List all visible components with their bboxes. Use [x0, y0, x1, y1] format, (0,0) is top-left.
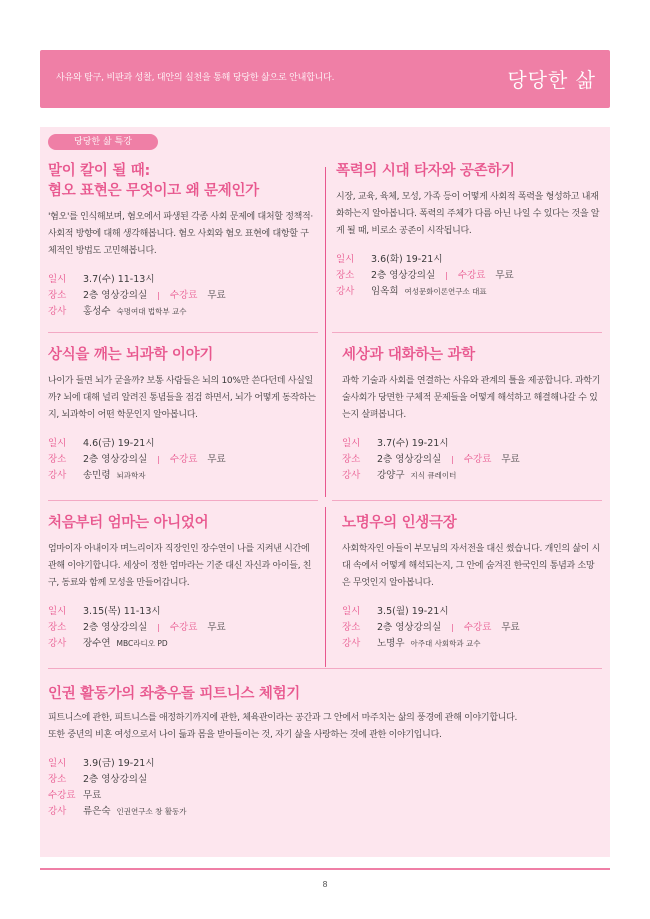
lecture-card — [48, 345, 316, 484]
divider-horizontal — [48, 332, 318, 333]
lecture-place: 2층 영상강의실 — [377, 622, 442, 633]
lecture-description: 나이가 들면 뇌가 굳을까? 보통 사람들은 뇌의 10%만 쓴다던데 사실일까? 뇌에 대해 널리 알려진 통념들을 점검 하면서, 뇌가 어떻게 동작하는지, 뇌과학이 어떤 학문인지 알아봅니다. — [48, 376, 316, 420]
lecture-fee: 무료 — [83, 790, 102, 801]
lecturer-name: 류은숙 — [83, 806, 111, 817]
date-label: 일시 — [48, 274, 67, 285]
lecture-title: 인권 활동가의 좌충우돌 피트니스 체험기 — [48, 686, 301, 702]
date-label: 일시 — [342, 438, 361, 449]
page-number: 8 — [322, 880, 328, 889]
lecture-card — [336, 161, 602, 300]
lecturer-label: 강사 — [342, 470, 361, 481]
lecturer-note: MBC라디오 PD — [116, 639, 168, 648]
date-label: 일시 — [342, 606, 361, 617]
divider-vertical — [325, 507, 326, 667]
lecture-description: 엄마이자 아내이자 며느리이자 직장인인 장수연이 나를 지켜낸 시간에 관해 이야기합니다. 세상이 정한 엄마라는 기준 대신 자신과 아이들, 친구, 동료와 함께 모성을 만들어갑니다. — [48, 544, 312, 588]
date-label: 일시 — [48, 438, 67, 449]
lecturer-note: 숙명여대 법학부 교수 — [116, 307, 187, 316]
lecturer-label: 강사 — [48, 806, 67, 817]
lecture-place: 2층 영상강의실 — [83, 290, 148, 301]
fee-label: 수강료 — [169, 454, 198, 465]
place-label: 장소 — [48, 774, 67, 785]
lecture-fee: 무료 — [501, 454, 520, 465]
divider-horizontal — [48, 500, 318, 501]
place-label: 장소 — [342, 622, 361, 633]
lecturer-note: 뇌과학자 — [116, 471, 146, 480]
lecture-fee: 무료 — [207, 290, 226, 301]
header-title: 당당한 삶 — [507, 68, 596, 92]
lecture-date: 3.9(금) 19-21시 — [83, 758, 155, 769]
lecture-description: 시장, 교육, 육체, 모성, 가족 등이 어떻게 사회적 폭력을 형성하고 내재화하는지 알아봅니다. 폭력의 주체가 다름 아닌 나일 수 있다는 것을 알게 될 때, 비로소 공존이 시작됩니다. — [336, 192, 600, 236]
lecturer-name: 송민령 — [83, 470, 111, 481]
lecture-place: 2층 영상강의실 — [371, 270, 436, 281]
fee-label: 수강료 — [463, 622, 492, 633]
lecture-title: 노명우의 인생극장 — [342, 515, 457, 531]
place-label: 장소 — [336, 270, 355, 281]
lecturer-label: 강사 — [48, 470, 67, 481]
lecture-place: 2층 영상강의실 — [377, 454, 442, 465]
lecture-date: 3.5(월) 19-21시 — [377, 606, 449, 617]
lecture-fee: 무료 — [207, 454, 226, 465]
lecture-fee: 무료 — [501, 622, 520, 633]
lecture-card — [48, 684, 602, 820]
lecture-title: 말이 칼이 될 때: — [48, 163, 150, 179]
lecture-info — [48, 272, 316, 320]
separator: | — [445, 271, 448, 280]
lecture-title: 폭력의 시대 타자와 공존하기 — [336, 163, 515, 179]
lecture-place: 2층 영상강의실 — [83, 622, 148, 633]
separator: | — [157, 455, 160, 464]
lecture-card — [342, 345, 602, 484]
lecture-card — [48, 161, 316, 320]
lecture-description — [48, 710, 602, 744]
lecture-date: 3.15(목) 11-13시 — [83, 606, 161, 617]
footer-rule — [40, 868, 610, 870]
lecture-info — [48, 436, 316, 484]
lecturer-name: 홍성수 — [83, 306, 111, 317]
lecture-title: 상식을 깨는 뇌과학 이야기 — [48, 347, 214, 363]
section-tag: 당당한 삶 특강 — [48, 134, 158, 150]
lecture-panel — [40, 127, 610, 857]
separator: | — [157, 291, 160, 300]
lecturer-name: 장수연 — [83, 638, 111, 649]
divider-vertical — [325, 342, 326, 497]
lecture-info — [336, 252, 602, 300]
lecture-date: 3.7(수) 11-13시 — [83, 274, 155, 285]
place-label: 장소 — [342, 454, 361, 465]
header-subtitle: 사유와 탐구, 비판과 성찰, 대안의 실천을 통해 당당한 삶으로 안내합니다. — [56, 73, 335, 83]
place-label: 장소 — [48, 454, 67, 465]
date-label: 일시 — [336, 254, 355, 265]
lecture-card — [342, 513, 602, 652]
lecture-description: 과학 기술과 사회를 연결하는 사유와 관계의 틀을 제공합니다. 과학기술사회가 당면한 구체적 문제들을 어떻게 해석하고 해결해나갈 수 있는지 살펴봅니다. — [342, 376, 601, 420]
divider-horizontal — [332, 332, 602, 333]
lecturer-label: 강사 — [48, 638, 67, 649]
separator: | — [157, 623, 160, 632]
fee-label: 수강료 — [463, 454, 492, 465]
separator: | — [451, 455, 454, 464]
divider-vertical — [325, 167, 326, 342]
lecture-date: 3.6(화) 19-21시 — [371, 254, 443, 265]
fee-label: 수강료 — [169, 622, 198, 633]
place-label: 장소 — [48, 622, 67, 633]
lecturer-note: 인권연구소 창 활동가 — [116, 807, 187, 816]
lecture-description-line: 또한 중년의 비혼 여성으로서 나이 듦과 몸을 받아들이는 것, 자기 삶을 사랑하는 것에 관한 이야기입니다. — [48, 730, 442, 740]
lecture-description: '혐오'를 인식해보며, 혐오에서 파생된 각종 사회 문제에 대처할 정책적·사회적 방향에 대해 생각해봅니다. 혐오 사회와 혐오 표현에 대항할 구체적인 방법도 고민해봅니다. — [48, 212, 313, 256]
date-label: 일시 — [48, 758, 67, 769]
lecture-description: 사회학자인 아들이 부모님의 자서전을 대신 썼습니다. 개인의 삶이 시대 속에서 어떻게 해석되는지, 그 안에 숨겨진 한국인의 통념과 소망은 무엇인지 알아봅니다. — [342, 544, 601, 588]
divider-horizontal — [48, 668, 602, 669]
lecturer-label: 강사 — [336, 286, 355, 297]
lecture-place: 2층 영상강의실 — [83, 774, 148, 785]
lecture-title: 세상과 대화하는 과학 — [342, 347, 475, 363]
lecture-fee: 무료 — [207, 622, 226, 633]
fee-label: 수강료 — [48, 790, 76, 801]
lecture-place: 2층 영상강의실 — [83, 454, 148, 465]
lecture-info — [48, 756, 602, 820]
lecture-info — [342, 436, 602, 484]
lecture-title: 혐오 표현은 무엇이고 왜 문제인가 — [48, 183, 259, 199]
lecturer-note: 아주대 사회학과 교수 — [410, 639, 481, 648]
lecturer-note: 지식 큐레이터 — [410, 471, 457, 480]
lecture-info — [342, 604, 602, 652]
lecturer-name: 노명우 — [377, 638, 405, 649]
page-header — [40, 50, 610, 108]
lecturer-name: 강양구 — [377, 470, 405, 481]
lecture-title: 처음부터 엄마는 아니었어 — [48, 515, 209, 531]
lecture-date: 3.7(수) 19-21시 — [377, 438, 449, 449]
lecture-card — [48, 513, 316, 652]
lecturer-note: 여성문화이론연구소 대표 — [404, 287, 487, 296]
divider-horizontal — [332, 500, 602, 501]
lecturer-label: 강사 — [48, 306, 67, 317]
fee-label: 수강료 — [457, 270, 486, 281]
lecturer-label: 강사 — [342, 638, 361, 649]
lecture-info — [48, 604, 316, 652]
date-label: 일시 — [48, 606, 67, 617]
separator: | — [451, 623, 454, 632]
lecture-date: 4.6(금) 19-21시 — [83, 438, 155, 449]
lecturer-name: 임옥희 — [371, 286, 399, 297]
lecture-fee: 무료 — [495, 270, 514, 281]
place-label: 장소 — [48, 290, 67, 301]
fee-label: 수강료 — [169, 290, 198, 301]
lecture-description-line: 피트니스에 관한, 피트니스를 애정하기까지에 관한, 체육관이라는 공간과 그 안에서 마주치는 삶의 풍경에 관해 이야기합니다. — [48, 713, 518, 723]
